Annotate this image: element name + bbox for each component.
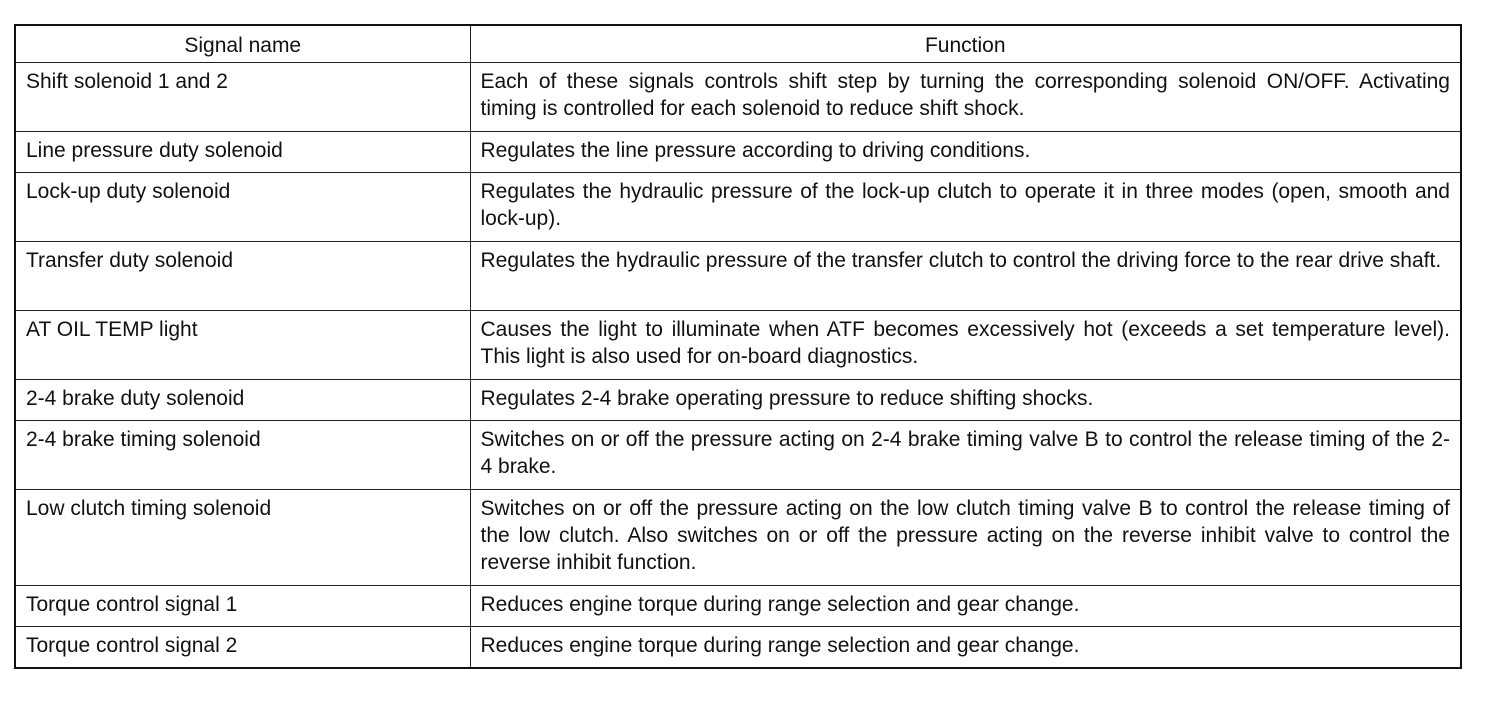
function-cell: Regulates 2-4 brake operating pressure to reduce shifting shocks.	[470, 380, 1461, 421]
function-cell: Regulates the hydraulic pressure of the transfer clutch to control the driving force to the rear drive shaft.	[470, 242, 1461, 311]
table-row	[15, 242, 1461, 311]
table-row	[15, 380, 1461, 421]
function-cell: Each of these signals controls shift step by turning the corresponding solenoid ON/OFF. Activating timing is controlled for each solenoid to reduce shift shock.	[470, 63, 1461, 132]
function-cell: Switches on or off the pressure acting on 2-4 brake timing valve B to control the release timing of the 2-4 brake.	[470, 421, 1461, 490]
signal-name-cell: Shift solenoid 1 and 2	[15, 63, 470, 132]
table-header-row	[15, 25, 1461, 63]
signal-name-cell: AT OIL TEMP light	[15, 311, 470, 380]
table-row	[15, 173, 1461, 242]
signal-name-cell: 2-4 brake duty solenoid	[15, 380, 470, 421]
table-row	[15, 132, 1461, 173]
table-row	[15, 63, 1461, 132]
signal-name-cell: Lock-up duty solenoid	[15, 173, 470, 242]
header-function: Function	[470, 25, 1461, 63]
signal-name-cell: Torque control signal 1	[15, 586, 470, 627]
function-cell: Reduces engine torque during range selection and gear change.	[470, 586, 1461, 627]
function-cell: Regulates the hydraulic pressure of the lock-up clutch to operate it in three modes (open, smooth and lock-up).	[470, 173, 1461, 242]
signal-function-table	[14, 24, 1462, 669]
signal-name-cell: Transfer duty solenoid	[15, 242, 470, 311]
table-row	[15, 586, 1461, 627]
table-row	[15, 311, 1461, 380]
table-row	[15, 627, 1461, 669]
signal-name-cell: Low clutch timing solenoid	[15, 490, 470, 586]
function-cell: Reduces engine torque during range selection and gear change.	[470, 627, 1461, 669]
signal-name-cell: Line pressure duty solenoid	[15, 132, 470, 173]
function-cell: Switches on or off the pressure acting on the low clutch timing valve B to control the release timing of the low clutch. Also switches on or off the pressure acting on the reverse inhibit valve to control the reverse inhibit function.	[470, 490, 1461, 586]
signal-name-cell: 2-4 brake timing solenoid	[15, 421, 470, 490]
table-row	[15, 421, 1461, 490]
table-row	[15, 490, 1461, 586]
header-signal-name: Signal name	[15, 25, 470, 63]
signal-name-cell: Torque control signal 2	[15, 627, 470, 669]
function-cell: Regulates the line pressure according to driving conditions.	[470, 132, 1461, 173]
function-cell: Causes the light to illuminate when ATF becomes excessively hot (exceeds a set temperature level). This light is also used for on-board diagnostics.	[470, 311, 1461, 380]
